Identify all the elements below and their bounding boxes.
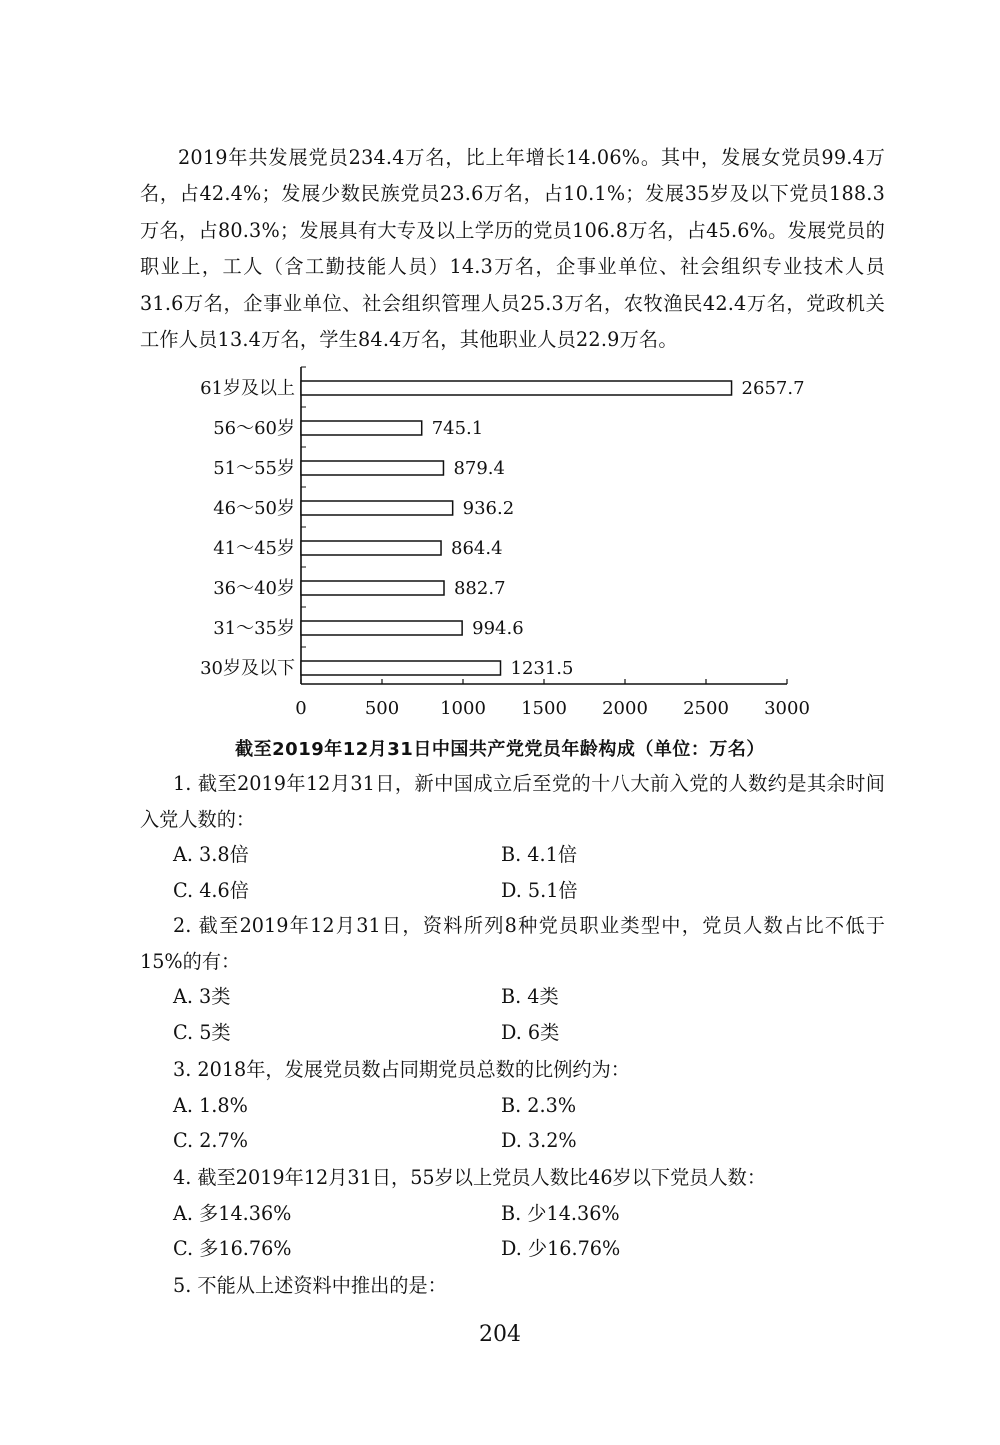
x-tick-label: 2500 (683, 698, 729, 719)
option-b[interactable]: B. 2.3% (501, 1093, 577, 1117)
option-b[interactable]: B. 少14.36% (501, 1201, 620, 1225)
age-composition-bar-chart (0, 362, 1000, 722)
category-label: 30岁及以下 (200, 658, 295, 679)
category-label: 46～50岁 (213, 498, 295, 519)
option-b[interactable]: B. 4.1倍 (501, 843, 578, 866)
question-stem: 4. 截至2019年12月31日，55岁以上党员人数比46岁以下党员人数： (173, 1166, 767, 1189)
option-b[interactable]: B. 4类 (501, 985, 559, 1008)
category-label: 41～45岁 (213, 538, 295, 559)
category-label: 61岁及以上 (200, 378, 295, 399)
category-label: 56～60岁 (213, 418, 295, 439)
option-a[interactable]: A. 多14.36% (173, 1201, 292, 1225)
x-tick-label: 1000 (440, 698, 486, 719)
bar (301, 581, 444, 595)
data-label: 745.1 (431, 418, 484, 439)
category-label: 51～55岁 (213, 458, 295, 479)
option-a[interactable]: A. 1.8% (173, 1093, 248, 1117)
question-3 (140, 1052, 885, 1159)
question-5 (140, 1268, 885, 1304)
question-stem: 3. 2018年，发展党员数占同期党员总数的比例约为： (173, 1058, 630, 1081)
bar (301, 501, 453, 515)
data-label: 936.2 (462, 498, 515, 519)
x-tick-label: 2000 (602, 698, 648, 719)
question-stem: 1. 截至2019年12月31日，新中国成立后至党的十八大前入党的人数约是其余时间入党人数的： (140, 772, 885, 831)
data-label: 882.7 (453, 578, 506, 599)
data-label: 994.6 (472, 618, 524, 639)
x-tick-label: 3000 (764, 698, 810, 719)
question-4 (140, 1160, 885, 1267)
option-d[interactable]: D. 少16.76% (501, 1237, 621, 1260)
option-d[interactable]: D. 3.2% (501, 1129, 577, 1152)
option-c[interactable]: C. 多16.76% (173, 1237, 292, 1260)
data-label: 879.4 (453, 458, 505, 479)
question-2 (140, 908, 885, 1050)
chart-title: 截至2019年12月31日中国共产党党员年龄构成（单位：万名） (235, 739, 765, 760)
bar (301, 381, 732, 395)
question-stem: 5. 不能从上述资料中推出的是： (173, 1274, 447, 1297)
x-tick-label: 500 (364, 698, 400, 719)
option-c[interactable]: C. 5类 (173, 1020, 231, 1044)
bar (301, 461, 443, 475)
option-a[interactable]: A. 3.8倍 (173, 843, 249, 866)
intro-paragraph: 2019年共发展党员234.4万名，比上年增长14.06%。其中，发展女党员99.4万名，占42.4%；发展少数民族党员23.6万名，占10.1%；发展35岁及以下党员188.3万名，占80.3%；发展具有大专及以上学历的党员106.8万名，占45.6%。发展党员的职业上，工人（含工勤技能人员）14.3万名，企事业单位、社会组织专业技术人员31.6万名，企事业单位、社会组织管理人员25.3万名，农牧渔民42.4万名，党政机关工作人员13.4万名，学生84.4万名，其他职业人员22.9万名。 (140, 146, 885, 352)
option-a[interactable]: A. 3类 (173, 985, 231, 1008)
bar (301, 541, 441, 555)
x-tick-label: 1500 (521, 698, 567, 719)
option-d[interactable]: D. 6类 (501, 1020, 560, 1044)
option-d[interactable]: D. 5.1倍 (501, 878, 578, 902)
bar (301, 661, 501, 675)
data-label: 1231.5 (510, 658, 574, 679)
bar (301, 621, 462, 635)
option-c[interactable]: C. 2.7% (173, 1129, 248, 1152)
data-label: 2657.7 (741, 378, 805, 399)
option-c[interactable]: C. 4.6倍 (173, 878, 249, 902)
page-number: 204 (479, 1322, 521, 1347)
category-label: 31～35岁 (213, 618, 295, 639)
x-tick-label: 0 (295, 698, 307, 719)
category-label: 36～40岁 (213, 578, 295, 599)
data-label: 864.4 (451, 538, 503, 559)
bar (301, 421, 422, 435)
question-stem: 2. 截至2019年12月31日，资料所列8种党员职业类型中，党员人数占比不低于15%的有： (140, 914, 885, 973)
question-1 (140, 766, 885, 908)
